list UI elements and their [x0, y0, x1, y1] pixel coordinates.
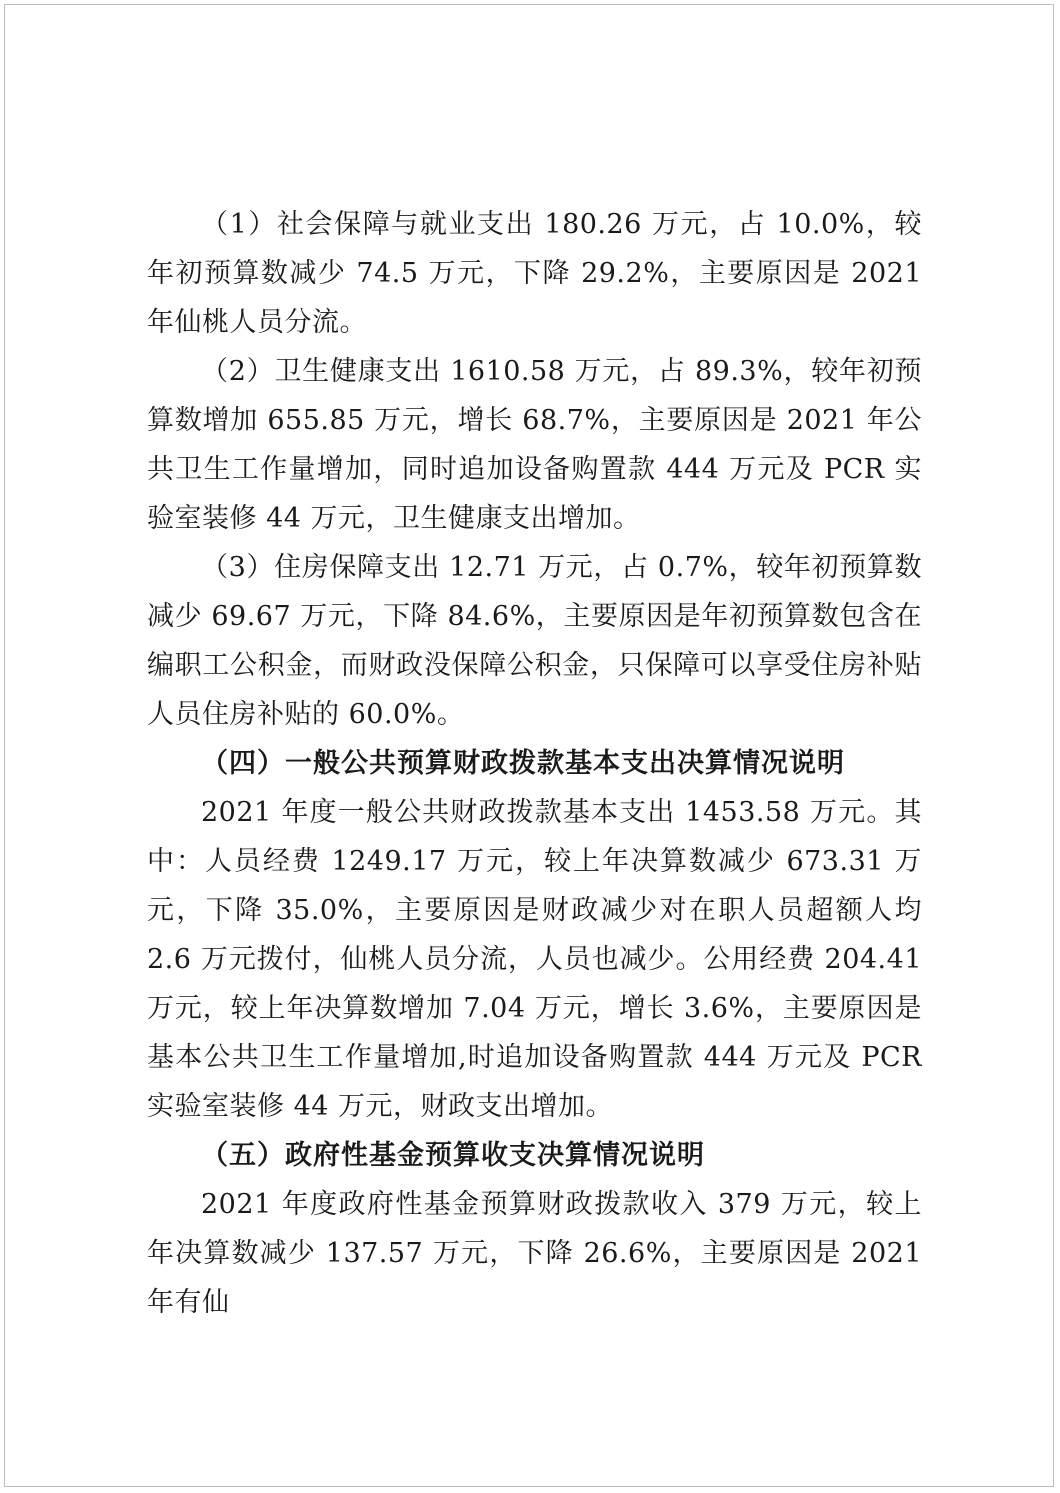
section-heading-4: （四）一般公共预算财政拨款基本支出决算情况说明	[201, 748, 845, 779]
document-body	[147, 200, 922, 1327]
document-page	[4, 4, 1054, 1487]
section-heading-5: （五）政府性基金预算收支决算情况说明	[201, 1140, 705, 1171]
paragraph-government-fund: 2021 年度政府性基金预算财政拨款收入 379 万元，较上年决算数减少 137.57 万元，下降 26.6%，主要原因是 2021 年有仙	[147, 1189, 922, 1318]
paragraph-housing: （3）住房保障支出 12.71 万元，占 0.7%，较年初预算数减少 69.67 万元，下降 84.6%，主要原因是年初预算数包含在编职工公积金，而财政没保障公积金，只保障可以享受住房补贴人员住房补贴的 60.0%。	[147, 552, 922, 730]
paragraph-health: （2）卫生健康支出 1610.58 万元，占 89.3%，较年初预算数增加 655.85 万元，增长 68.7%，主要原因是 2021 年公共卫生工作量增加，同时追加设备购置款 444 万元及 PCR 实验室装修 44 万元，卫生健康支出增加。	[147, 356, 922, 534]
paragraph-social-security: （1）社会保障与就业支出 180.26 万元，占 10.0%，较年初预算数减少 74.5 万元，下降 29.2%，主要原因是 2021 年仙桃人员分流。	[147, 209, 922, 338]
paragraph-basic-expenditure: 2021 年度一般公共财政拨款基本支出 1453.58 万元。其中：人员经费 1249.17 万元，较上年决算数减少 673.31 万元，下降 35.0%，主要原因是财政减少对在职人员超额人均 2.6 万元拨付，仙桃人员分流，人员也减少。公用经费 204.41 万元，较上年决算数增加 7.04 万元，增长 3.6%，主要原因是基本公共卫生工作量增加,时追加设备购置款 444 万元及 PCR 实验室装修 44 万元，财政支出增加。	[147, 797, 922, 1122]
